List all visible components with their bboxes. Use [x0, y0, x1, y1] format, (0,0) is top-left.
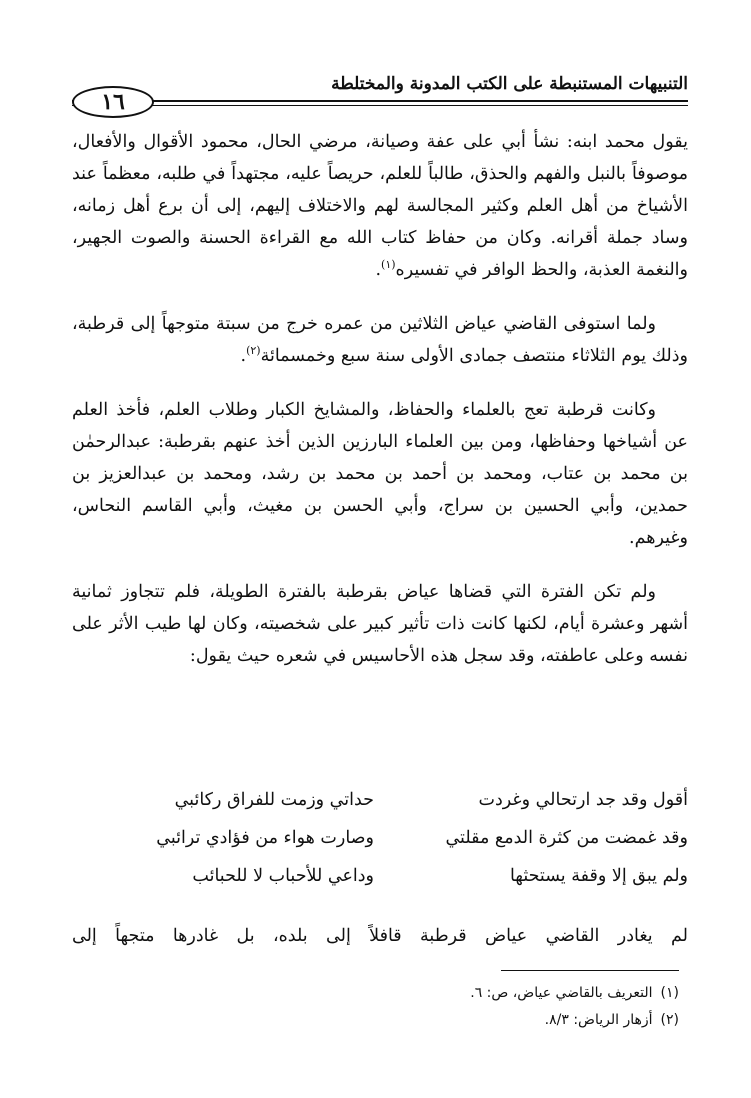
footnote-text: أزهار الرياض: ٨/٣.: [544, 1012, 653, 1028]
poem: [72, 790, 688, 904]
poem-hemistich-first: ولم يبق إلا وقفة يستحثها: [509, 866, 688, 886]
header-title: التنبيهات المستنبطة على الكتب المدونة والمختلطة: [331, 74, 688, 94]
poem-hemistich-first: أقول وقد جد ارتحالي وغردت: [478, 790, 688, 810]
running-header: [72, 64, 688, 114]
footnote-1: [63, 980, 679, 1007]
footnote-ref-2[interactable]: (٢): [246, 344, 261, 358]
page-number: ١٦: [72, 86, 154, 118]
footnote-number: (٢): [660, 1012, 679, 1028]
footnote-2: [63, 1007, 679, 1034]
footnote-separator: [501, 970, 679, 971]
header-rule-thin: [72, 105, 688, 106]
poem-verse: [72, 866, 688, 904]
footnote-text: التعريف بالقاضي عياض، ص: ٦.: [470, 985, 653, 1001]
poem-hemistich-second: وصارت هواء من فؤادي ترائبي: [156, 828, 374, 848]
paragraph-3: وكانت قرطبة تعج بالعلماء والحفاظ، والمشايخ الكبار وطلاب العلم، فأخذ العلم عن أشياخها وحفاظها، ومن بين العلماء البارزين الذين أخذ عنهم بقرطبة: عبدالرحمٰن بن محمد بن عتاب، ومحمد بن أحمد بن محمد بن رشد، ومحمد بن عبدالعزيز بن حمدين، وأبي الحسين بن سراج، وأبي الحسن بن مغيث، وأبي القاسم النحاس، وغيرهم.: [72, 400, 688, 548]
poem-verse: [72, 790, 688, 828]
closing-line: لم يغادر القاضي عياض قرطبة قافلاً إلى بلده، بل غادرها متجهاً إلى: [72, 926, 688, 946]
poem-verse: [72, 828, 688, 866]
paragraph-1: يقول محمد ابنه: نشأ أبي على عفة وصيانة، مرضي الحال، محمود الأقوال والأفعال، موصوفاً بالنبل والفهم والحذق، طالباً للعلم، حريصاً عليه، مجتهداً في طلبه، معظماً عند الأشياخ من أهل العلم وكثير المجالسة لهم والاختلاف إليهم، إلى أن برع أهل زمانه، وساد جملة أقرانه. وكان من حفاظ كتاب الله مع القراءة الحسنة والصوت الجهير، والنغمة العذبة، والحظ الوافر في تفسيره$^{(١)}$.: [72, 132, 688, 280]
poem-hemistich-first: وقد غمضت من كثرة الدمع مقلتي: [445, 828, 688, 848]
main-text: [72, 126, 688, 694]
header-rule: [72, 100, 688, 102]
footnote-ref-1[interactable]: (١): [381, 258, 396, 272]
footnote-number: (١): [660, 985, 679, 1001]
footnotes: [63, 980, 679, 1034]
paragraph-4: ولم تكن الفترة التي قضاها عياض بقرطبة بالفترة الطويلة، فلم تتجاوز ثمانية أشهر وعشرة أيام، لكنها كانت ذات تأثير كبير على شخصيته، وكان لها طيب الأثر على نفسه وعلى عاطفته، وقد سجل هذه الأحاسيس في شعره حيث يقول:: [72, 582, 688, 666]
poem-hemistich-second: وداعي للأحباب لا للحبائب: [192, 866, 374, 886]
poem-hemistich-second: حداتي وزمت للفراق ركائبي: [174, 790, 374, 810]
paragraph-2: ولما استوفى القاضي عياض الثلاثين من عمره خرج من سبتة متوجهاً إلى قرطبة، وذلك يوم الثلاثاء منتصف جمادى الأولى سنة سبع وخمسمائة$^{(٢)}$.: [72, 314, 688, 366]
